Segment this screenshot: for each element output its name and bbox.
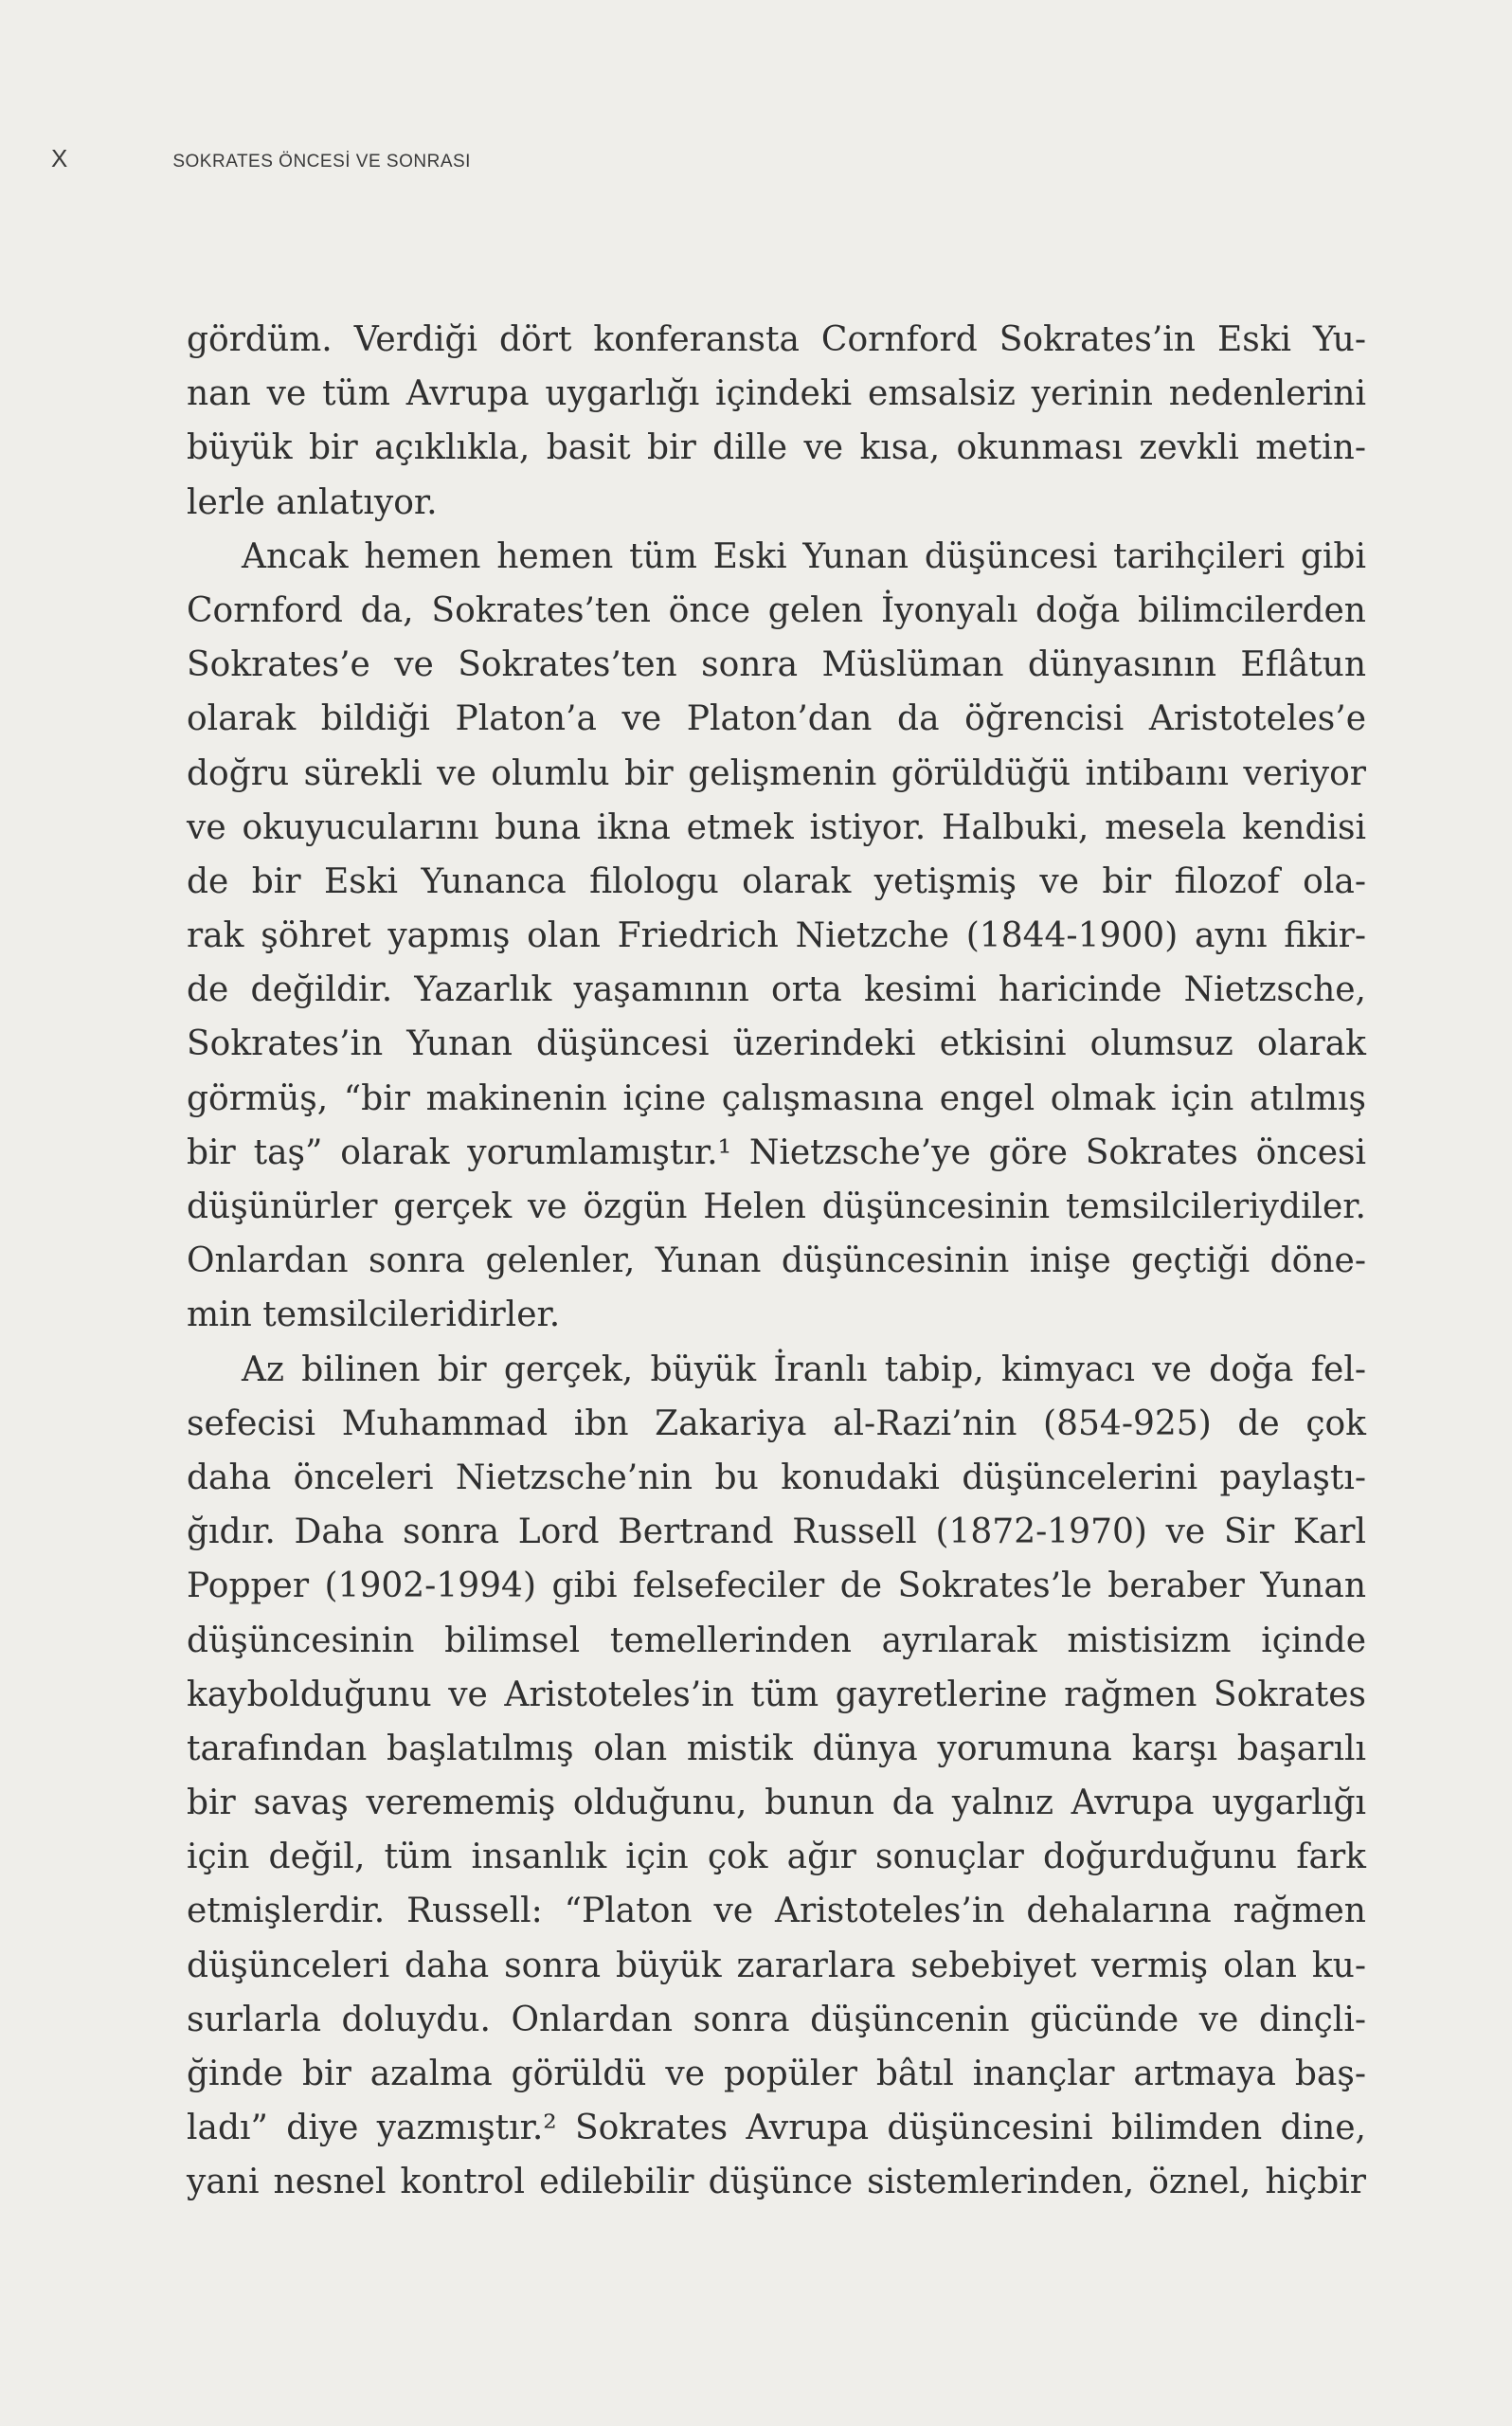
text-line: daha önceleri Nietzsche’nin bu konudaki düşüncelerini paylaştı- <box>187 1457 1366 1497</box>
text-line: Cornford da, Sokrates’ten önce gelen İyonyalı doğa bilimcilerden <box>187 590 1366 630</box>
text-line: de bir Eski Yunanca filologu olarak yetişmiş ve bir filozof ola- <box>187 861 1366 901</box>
text-line: düşünürler gerçek ve özgün Helen düşüncesinin temsilcileriydiler. <box>187 1187 1366 1226</box>
text-line: ladı” diye yazmıştır.² Sokrates Avrupa düşüncesini bilimden dine, <box>187 2109 1366 2148</box>
text-line: ve okuyucularını buna ikna etmek istiyor. Halbuki, mesela kendisi <box>187 807 1366 847</box>
text-line: için değil, tüm insanlık için çok ağır sonuçlar doğurduğunu fark <box>187 1838 1366 1877</box>
text-line: yani nesnel kontrol edilebilir düşünce sistemlerinden, öznel, hiçbir <box>187 2163 1366 2202</box>
text-line: gördüm. Verdiği dört konferansta Cornford Sokrates’in Eski Yu- <box>187 320 1366 359</box>
text-line: nan ve tüm Avrupa uygarlığı içindeki emsalsiz yerinin nedenlerini <box>187 374 1366 414</box>
text-line: Sokrates’e ve Sokrates’ten sonra Müslüman dünyasının Eflâtun <box>187 645 1366 685</box>
text-line: bir savaş verememiş olduğunu, bunun da yalnız Avrupa uygarlığı <box>187 1783 1366 1823</box>
text-line: Ancak hemen hemen tüm Eski Yunan düşüncesi tarihçileri gibi <box>242 536 1366 576</box>
paragraph-1 <box>187 313 1366 530</box>
text-line: sefecisi Muhammad ibn Zakariya al-Razi’nin (854-925) de çok <box>187 1403 1366 1443</box>
text-line: görmüş, “bir makinenin içine çalışmasına engel olmak için atılmış <box>187 1078 1366 1118</box>
text-line: büyük bir açıklıkla, basit bir dille ve kısa, okunması zevkli metin- <box>187 428 1366 468</box>
text-line: etmişlerdir. Russell: “Platon ve Aristoteles’in dehalarına rağmen <box>187 1892 1366 1931</box>
paragraph-3 <box>187 1343 1366 2210</box>
text-line: min temsilcileridirler. <box>187 1295 561 1335</box>
paragraph-2 <box>187 530 1366 1343</box>
text-line: bir taş” olarak yorumlamıştır.¹ Nietzsche’ye göre Sokrates öncesi <box>187 1132 1366 1172</box>
text-line: Az bilinen bir gerçek, büyük İranlı tabip, kimyacı ve doğa fel- <box>242 1349 1366 1389</box>
text-line: düşüncesinin bilimsel temellerinden ayrılarak mistisizm içinde <box>187 1620 1366 1660</box>
body-text <box>187 313 1366 2210</box>
text-line: Onlardan sonra gelenler, Yunan düşüncesinin inişe geçtiği döne- <box>187 1241 1366 1281</box>
text-line: kaybolduğunu ve Aristoteles’in tüm gayretlerine rağmen Sokrates <box>187 1675 1366 1714</box>
text-line: olarak bildiği Platon’a ve Platon’dan da öğrencisi Aristoteles’e <box>187 699 1366 739</box>
running-head <box>51 144 471 182</box>
text-line: ğinde bir azalma görüldü ve popüler bâtıl inançlar artmaya baş- <box>187 2055 1366 2093</box>
text-line: Sokrates’in Yunan düşüncesi üzerindeki etkisini olumsuz olarak <box>187 1024 1366 1064</box>
text-line: düşünceleri daha sonra büyük zararlara sebebiyet vermiş olan ku- <box>187 1946 1366 1985</box>
text-line: surlarla doluydu. Onlardan sonra düşüncenin gücünde ve dinçli- <box>187 2000 1366 2039</box>
text-line: doğru sürekli ve olumlu bir gelişmenin görüldüğü intibaını veriyor <box>187 753 1366 793</box>
text-line: de değildir. Yazarlık yaşamının orta kesimi haricinde Nietzsche, <box>187 970 1366 1010</box>
text-line: lerle anlatıyor. <box>187 482 438 522</box>
text-line: rak şöhret yapmış olan Friedrich Nietzche (1844-1900) aynı fikir- <box>187 916 1366 956</box>
page-number: X <box>51 144 69 172</box>
text-line: tarafından başlatılmış olan mistik dünya yorumuna karşı başarılı <box>187 1729 1366 1768</box>
running-head-title: SOKRATES ÖNCESİ VE SONRASI <box>172 152 471 172</box>
text-line: ğıdır. Daha sonra Lord Bertrand Russell (1872-1970) ve Sir Karl <box>187 1512 1366 1552</box>
text-line: Popper (1902-1994) gibi felsefeciler de Sokrates’le beraber Yunan <box>187 1566 1366 1606</box>
